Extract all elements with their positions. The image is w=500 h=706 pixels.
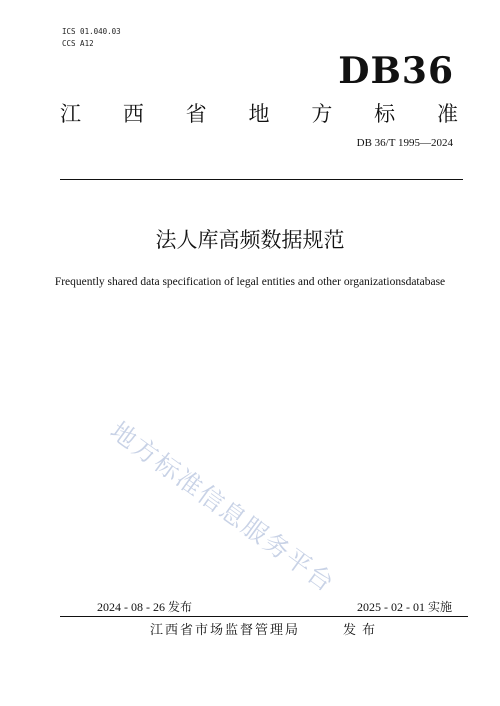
classification-codes [62,26,121,50]
standard-number: DB 36/T 1995—2024 [356,137,453,149]
top-divider [60,179,463,180]
ics-code: ICS 01.040.03 [62,27,121,36]
bottom-divider [60,616,468,617]
document-title-cn: 法人库高频数据规范 [155,228,345,252]
issue-date: 2024 - 08 - 26 发布 [97,600,192,614]
standard-title-char: 地 [248,102,270,126]
standard-category-title [60,98,458,128]
document-title-en: Frequently shared data specification of legal entities and other organizationsdatabase [54,276,446,288]
watermark: 地方标准信息服务平台 [105,416,341,599]
implementation-date: 2025 - 02 - 01 实施 [357,600,452,614]
publisher-name: 江西省市场监督管理局 [150,623,301,638]
standard-title-char: 方 [311,102,333,126]
publish-label: 发布 [343,623,382,638]
standard-title-char: 江 [60,102,81,126]
standard-title-char: 西 [122,102,144,126]
standard-title-char: 准 [436,102,458,126]
ccs-code: CCS A12 [62,39,94,48]
db-logo: DB36 [338,50,454,92]
standard-title-char: 标 [374,102,396,126]
standard-title-char: 省 [185,102,207,126]
